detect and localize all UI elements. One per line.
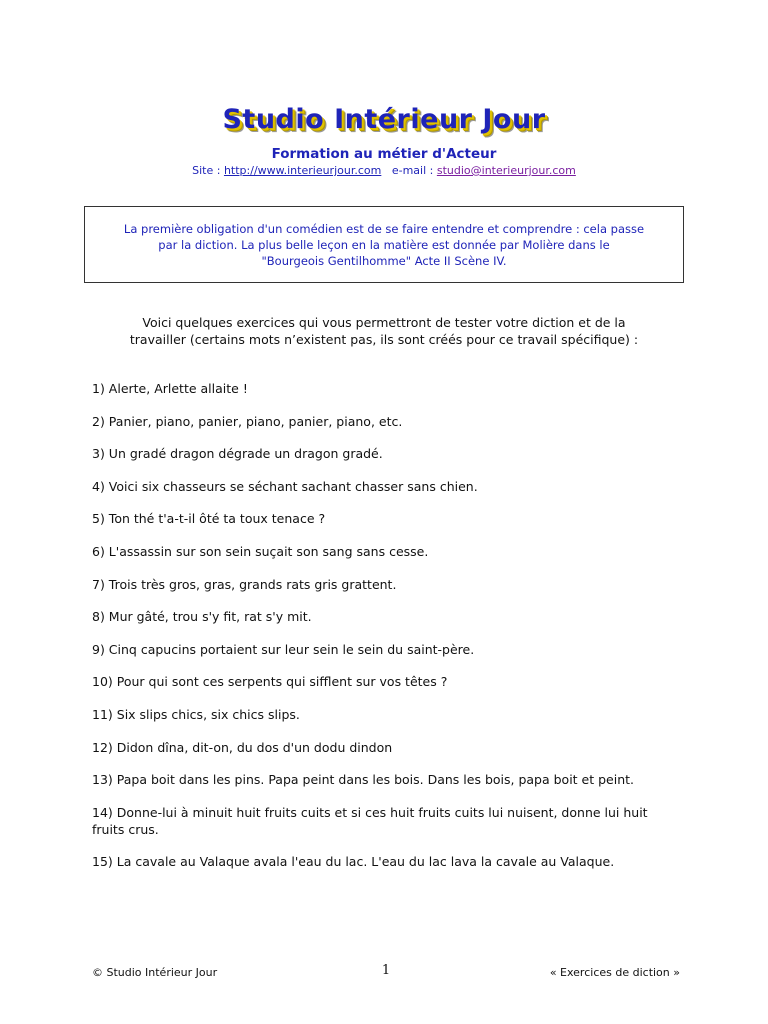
email-link[interactable]: studio@interieurjour.com <box>436 164 576 177</box>
exercise-item: 11) Six slips chics, six chics slips. <box>92 706 300 722</box>
exercise-item: 13) Papa boit dans les pins. Papa peint dans les bois. Dans les bois, papa boit et peint. <box>92 772 635 788</box>
site-link[interactable]: http://www.interieurjour.com <box>223 164 382 177</box>
exercise-item: 10) Pour qui sont ces serpents qui sifflent sur vos têtes ? <box>92 674 448 690</box>
exercise-item: 6) L'assassin sur son sein suçait son sang sans cesse. <box>92 543 429 559</box>
footer-doc-title: « Exercices de diction » <box>549 966 680 979</box>
contact-line <box>0 164 768 177</box>
intro-line: "Bourgeois Gentilhomme" Acte II Scène IV. <box>261 254 507 268</box>
email-label: e-mail : <box>391 164 434 177</box>
exercise-item: 3) Un gradé dragon dégrade un dragon gradé. <box>92 446 383 462</box>
logo-title: Studio Intérieur Jour <box>222 104 546 135</box>
site-label: Site : <box>192 164 221 177</box>
exercise-item: 2) Panier, piano, panier, piano, panier, piano, etc. <box>92 413 403 429</box>
footer-copyright: © Studio Intérieur Jour <box>92 966 218 979</box>
intro-line: par la diction. La plus belle leçon en la matière est donnée par Molière dans le <box>158 238 610 252</box>
exercise-item: 7) Trois très gros, gras, grands rats gris grattent. <box>92 576 397 592</box>
intro-box <box>84 206 684 283</box>
intro-line: La première obligation d'un comédien est de se faire entendre et comprendre : cela passe <box>123 222 645 236</box>
exercise-item: 4) Voici six chasseurs se séchant sachant chasser sans chien. <box>92 478 478 494</box>
page-number: 1 <box>381 963 391 978</box>
exercise-item: 12) Didon dîna, dit-on, du dos d'un dodu dindon <box>92 739 393 755</box>
exercise-item: 8) Mur gâté, trou s'y fit, rat s'y mit. <box>92 609 312 625</box>
exercise-item: 1) Alerte, Arlette allaite ! <box>92 381 248 396</box>
exercise-item: 14) Donne-lui à minuit huit fruits cuits et si ces huit fruits cuits lui nuisent, donne lui huit fruits crus. <box>92 804 648 837</box>
lead-paragraph <box>92 314 676 348</box>
lead-line: Voici quelques exercices qui vous permettront de tester votre diction et de la <box>142 315 626 330</box>
page-subtitle: Formation au métier d'Acteur <box>271 146 497 162</box>
exercise-item: 15) La cavale au Valaque avala l'eau du lac. L'eau du lac lava la cavale au Valaque. <box>92 854 615 870</box>
lead-line: travailler (certains mots n’existent pas, ils sont créés pour ce travail spécifique) : <box>129 332 639 347</box>
exercise-item: 5) Ton thé t'a-t-il ôté ta toux tenace ? <box>92 511 326 527</box>
exercise-list <box>92 380 672 886</box>
exercise-item: 9) Cinq capucins portaient sur leur sein le sein du saint-père. <box>92 641 475 657</box>
